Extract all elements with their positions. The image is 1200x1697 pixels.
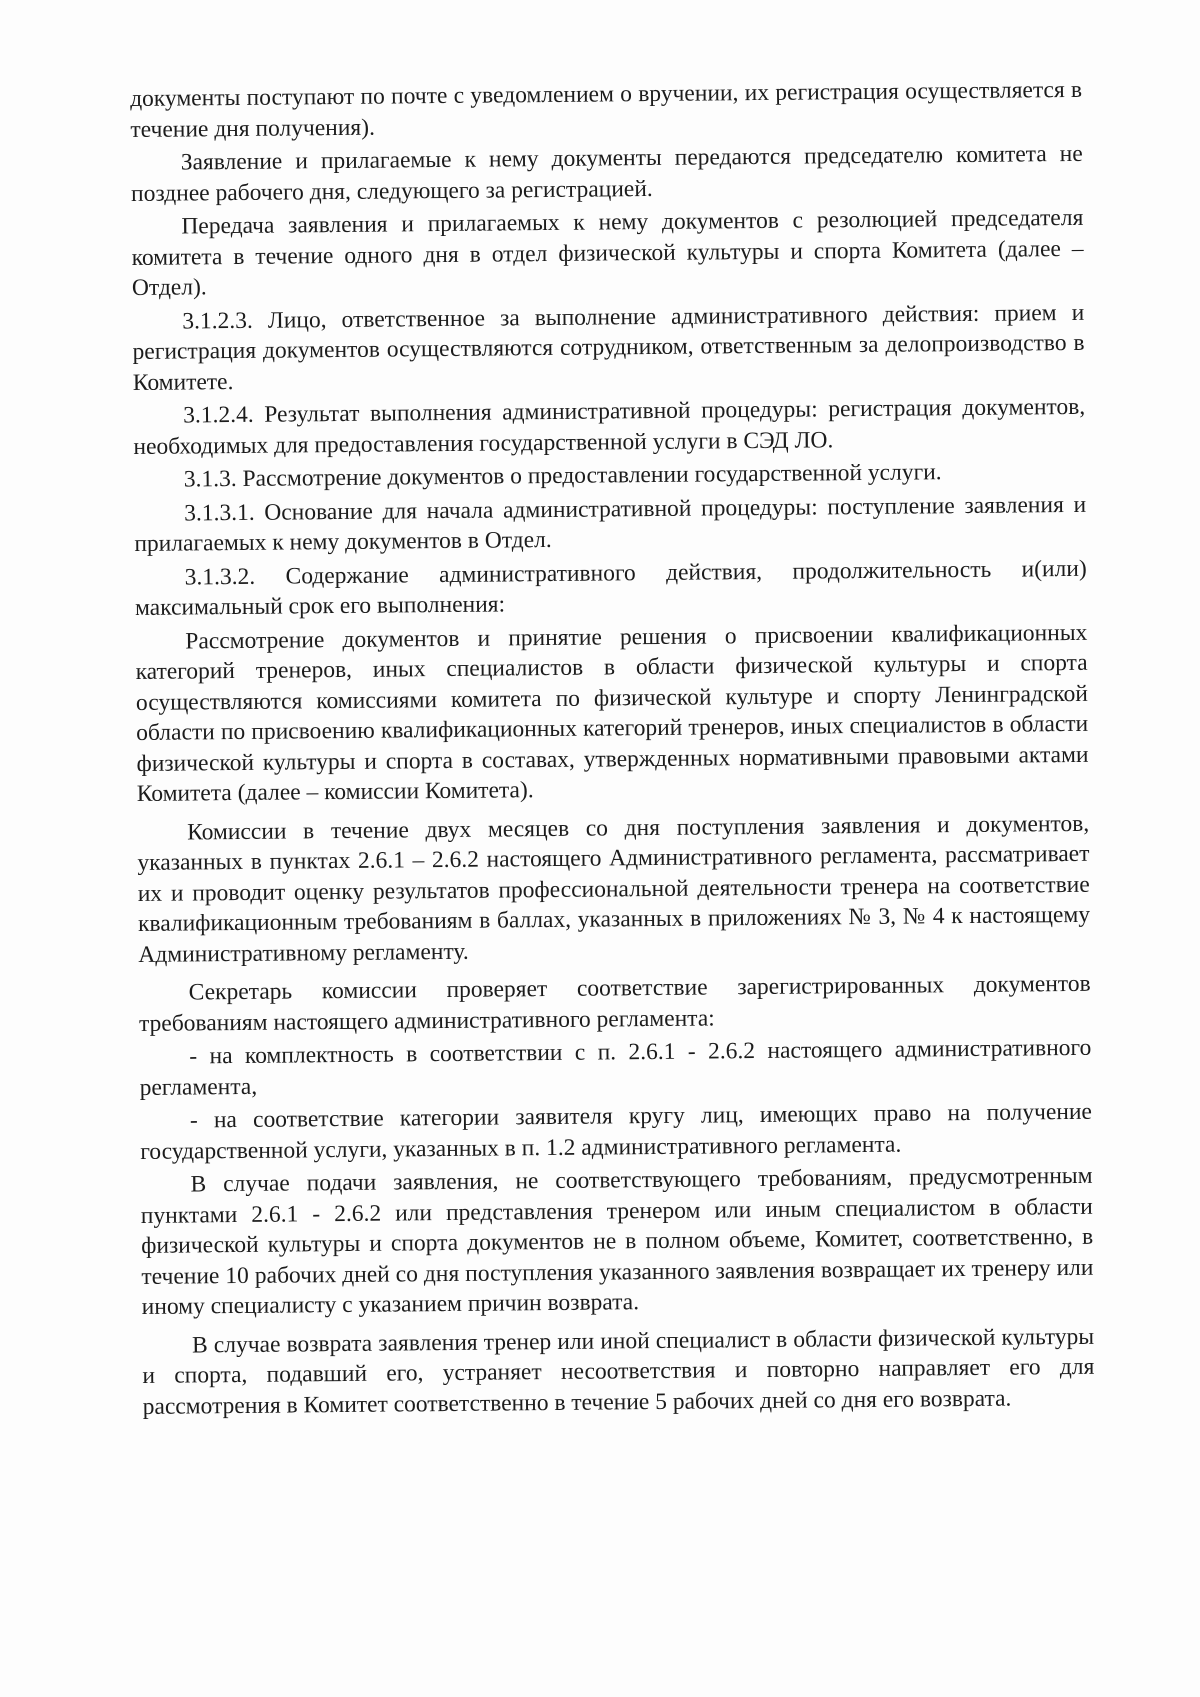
paragraph-6: 3.1.3. Рассмотрение документов о предоставлении государственной услуги. xyxy=(183,459,942,493)
paragraph-9: Рассмотрение документов и принятие решения о присвоении квалификационных категорий тренеров, иных специалистов в области физической культуры и спорта осуществляются комиссиями комитета по физической культуре и спорту Ленинградской области по присвоению квалификационных категорий тренеров, иных специалистов в области физической культуры и спорта в составах, утвержденных нормативными правовыми актами Комитета (далее – комиссии Комитета). xyxy=(135,619,1089,807)
paragraph-7: 3.1.3.1. Основание для начала административной процедуры: поступление заявления и прилагаемых к нему документов в Отдел. xyxy=(134,491,1087,557)
paragraph-5: 3.1.2.4. Результат выполнения административной процедуры: регистрация документов, необходимых для предоставления государственной услуги в СЭД ЛО. xyxy=(133,393,1086,460)
document-body xyxy=(130,75,1095,1425)
paragraph-14: В случае подачи заявления, не соответствующего требованиям, предусмотренным пунктами 2.6.1 - 2.6.2 или представления тренером или иным специалистом в области физической культуры и спорта документов не в полном объеме, Комитет, соответственно, в течение 10 рабочих дней со дня поступления указанного заявления возвращает их тренеру или иному специалисту с указанием причин возврата. xyxy=(140,1162,1094,1320)
paragraph-15: В случае возврата заявления тренер или иной специалист в области физической культуры и спорта, подавший его, устраняет несоответствия и повторно направляет его для рассмотрения в Комитет соответственно в течение 5 рабочих дней со дня его возврата. xyxy=(142,1323,1095,1420)
paragraph-3: Передача заявления и прилагаемых к нему документов с резолюцией председателя комитета в течение одного дня в отдел физической культуры и спорта Комитета (далее – Отдел). xyxy=(131,204,1084,301)
paragraph-4: 3.1.2.3. Лицо, ответственное за выполнение административного действия: прием и регистрация документов осуществляются сотрудником, ответственным за делопроизводство в Комитете. xyxy=(132,299,1085,396)
paragraph-11: Секретарь комиссии проверяет соответствие зарегистрированных документов требованиям настоящего административного регламента: xyxy=(138,970,1091,1037)
paragraph-13: - на соответствие категории заявителя кругу лиц, имеющих право на получение государственной услуги, указанных в п. 1.2 административного регламента. xyxy=(140,1098,1093,1165)
paragraph-1: документы поступают по почте с уведомлением о вручении, их регистрация осуществляется в течение дня получения). xyxy=(130,76,1083,143)
paragraph-10: Комиссии в течение двух месяцев со дня поступления заявления и документов, указанных в пунктах 2.6.1 – 2.6.2 настоящего Административного регламента, рассматривает их и проводит оценку результатов профессиональной деятельности тренера на соответствие квалификационным требованиям в баллах, указанных в приложениях № 3, № 4 к настоящему Административному регламенту. xyxy=(137,810,1091,968)
paragraph-12: - на комплектность в соответствии с п. 2.6.1 - 2.6.2 настоящего административного регламента, xyxy=(139,1034,1092,1101)
paragraph-8: 3.1.3.2. Содержание административного действия, продолжительность и(или) максимальный срок его выполнения: xyxy=(134,555,1087,621)
paragraph-2: Заявление и прилагаемые к нему документы передаются председателю комитета не позднее рабочего дня, следующего за регистрацией. xyxy=(130,140,1083,207)
